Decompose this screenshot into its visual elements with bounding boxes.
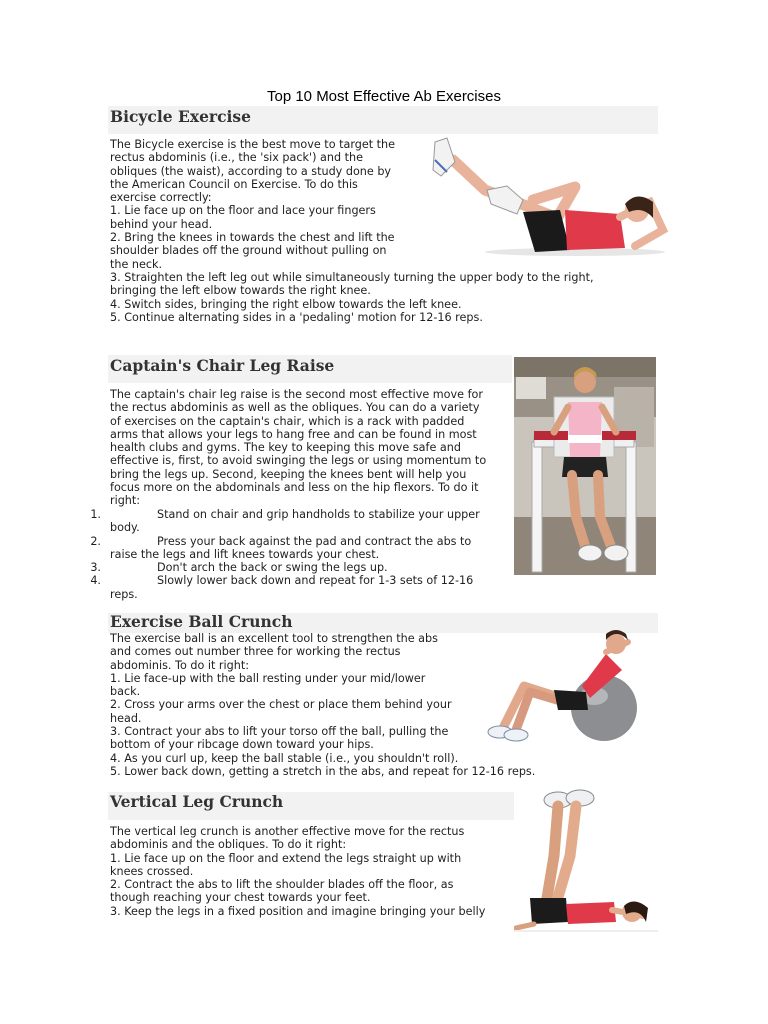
vertical-text-line: 2. Contract the abs to lift the shoulder blades off the floor, as: [110, 878, 454, 892]
captain-text-line: health clubs and gyms. The key to keeping this move safe and: [110, 441, 461, 455]
captain-text-line: effective is, first, to avoid swinging the legs or using momentum to: [110, 454, 487, 468]
ball-text-line: bottom of your ribcage down toward your hips.: [110, 738, 374, 752]
captain-text-line: right:: [110, 494, 141, 508]
ball-text-line: head.: [110, 711, 142, 725]
vertical-leg-crunch-photo: [514, 786, 658, 936]
captain-steps-list: [90, 508, 480, 601]
list-item-number: 3.: [90, 561, 101, 575]
ball-text-line: 2. Cross your arms over the chest or place them behind your: [110, 698, 452, 712]
list-item-number: 2.: [90, 534, 101, 548]
bicycle-text-line: behind your head.: [110, 217, 213, 231]
ball-text-line: The exercise ball is an excellent tool to strengthen the abs: [110, 632, 438, 645]
ball-text-line: 4. As you curl up, keep the ball stable (i.e., you shouldn't roll).: [110, 751, 459, 765]
list-item-continuation: raise the legs and lift knees towards your chest.: [110, 547, 380, 561]
vertical-text-line: though reaching your chest towards your feet.: [110, 891, 371, 905]
vertical-crunch-text: [110, 825, 485, 918]
list-item-continuation: body.: [110, 521, 140, 535]
ball-crunch-text: [110, 632, 535, 778]
captain-text-line: focus more on the abdominals and less on the hip flexors. To do it: [110, 481, 479, 495]
bicycle-text-line: rectus abdominis (i.e., the 'six pack') and the: [110, 151, 363, 165]
ball-text-line: abdominis. To do it right:: [110, 658, 249, 672]
captain-text-line: of exercises on the captain's chair, which is a rack with padded: [110, 414, 465, 428]
captain-text-line: The captain's chair leg raise is the second most effective move for: [110, 388, 483, 401]
list-item-text: Slowly lower back down and repeat for 1-3 sets of 12-16: [157, 574, 474, 588]
ball-text-line: and comes out number three for working the rectus: [110, 645, 401, 659]
bicycle-text-line: exercise correctly:: [110, 191, 212, 205]
ball-text-line: 3. Contract your abs to lift your torso off the ball, pulling the: [110, 725, 449, 739]
bicycle-text-line: shoulder blades off the ground without pulling on: [110, 244, 387, 258]
bicycle-text-line: 5. Continue alternating sides in a 'pedaling' motion for 12-16 reps.: [110, 310, 483, 324]
list-item: [90, 574, 474, 588]
ball-text-line: back.: [110, 685, 141, 699]
section-heading-vertical-leg-crunch: Vertical Leg Crunch: [110, 792, 284, 811]
list-item: [90, 534, 472, 548]
list-item-number: 4.: [90, 574, 101, 588]
vertical-text-line: knees crossed.: [110, 864, 194, 878]
bicycle-text-line: The Bicycle exercise is the best move to target the: [110, 138, 396, 151]
vertical-text-line: The vertical leg crunch is another effective move for the rectus: [110, 825, 465, 838]
ball-crunch-photo: [478, 630, 648, 742]
list-item-continuation: reps.: [110, 587, 138, 601]
list-item-text: Stand on chair and grip handholds to stabilize your upper: [157, 508, 480, 521]
captain-text-line: bring the legs up. Second, keeping the knees bent will help you: [110, 467, 467, 481]
bicycle-text-line: 1. Lie face up on the floor and lace your fingers: [110, 204, 376, 218]
list-item: [90, 508, 480, 521]
ball-text-line: 5. Lower back down, getting a stretch in the abs, and repeat for 12-16 reps.: [110, 764, 536, 778]
bicycle-text-line: obliques (the waist), according to a study done by: [110, 164, 392, 178]
section-heading-ball-crunch: Exercise Ball Crunch: [110, 612, 293, 631]
vertical-text-line: 3. Keep the legs in a fixed position and imagine bringing your belly: [110, 904, 486, 918]
bicycle-text-line: the American Council on Exercise. To do this: [110, 177, 358, 191]
page-title: Top 10 Most Effective Ab Exercises: [266, 88, 501, 105]
vertical-text-line: 1. Lie face up on the floor and extend the legs straight up with: [110, 851, 462, 865]
captain-intro-text: [110, 388, 486, 508]
section-heading-captains-chair: Captain's Chair Leg Raise: [110, 356, 335, 375]
bicycle-text-line: the neck.: [110, 257, 163, 271]
captain-text-line: the rectus abdominis as well as the obliques. You can do a variety: [110, 401, 480, 415]
ball-text-line: 1. Lie face-up with the ball resting under your mid/lower: [110, 671, 426, 685]
bicycle-text-line: bringing the left elbow towards the right knee.: [110, 284, 371, 298]
bicycle-text-line: 4. Switch sides, bringing the right elbow towards the left knee.: [110, 297, 462, 311]
section-heading-bicycle: Bicycle Exercise: [110, 107, 252, 126]
list-item-text: Don't arch the back or swing the legs up.: [157, 561, 388, 575]
list-item: [90, 561, 388, 575]
bicycle-text-line: 3. Straighten the left leg out while simultaneously turning the upper body to the right,: [110, 270, 594, 284]
bicycle-exercise-photo: [425, 132, 670, 257]
list-item-number: 1.: [90, 508, 101, 521]
vertical-text-line: abdominis and the obliques. To do it right:: [110, 838, 347, 852]
captains-chair-photo: [514, 357, 656, 575]
list-item-text: Press your back against the pad and contract the abs to: [157, 534, 472, 548]
captain-text-line: arms that allows your legs to hang free and can be found in most: [110, 427, 477, 441]
bicycle-text-line: 2. Bring the knees in towards the chest and lift the: [110, 231, 395, 245]
